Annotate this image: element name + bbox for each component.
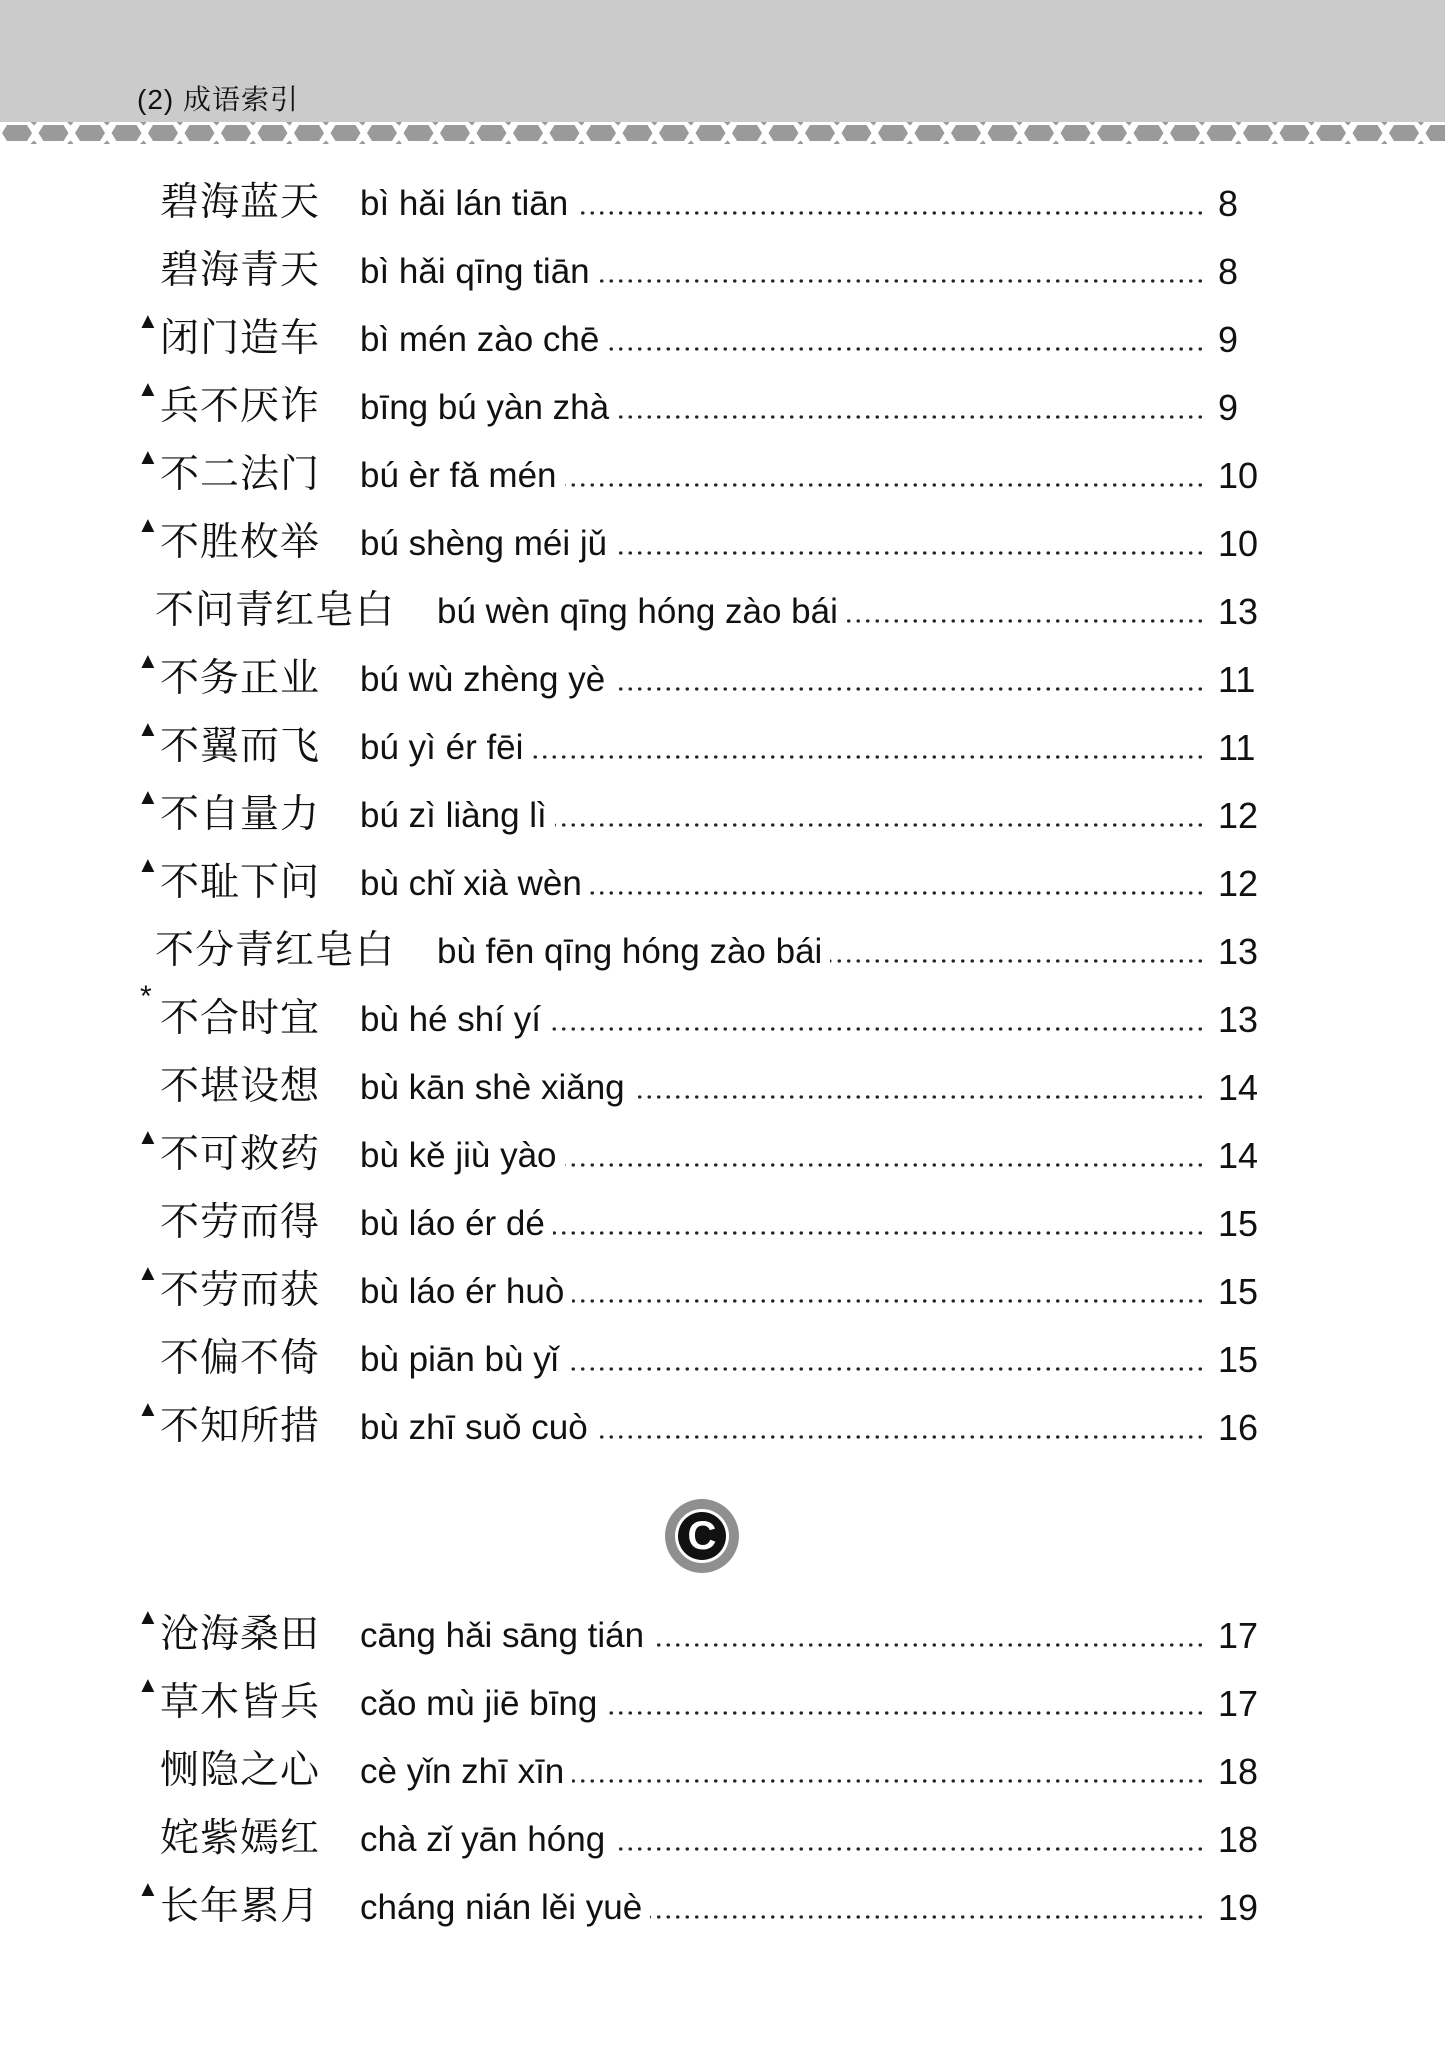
triangle-marker-icon: ▲ [137,852,159,877]
idiom-text: 碧海蓝天 [160,180,321,225]
page-number: 18 [1218,1819,1259,1860]
dot-leader [613,686,1205,692]
page-header [0,0,1445,124]
star-marker-icon: * [140,980,152,1013]
index-entry [0,1260,1445,1328]
dot-leader [576,210,1205,216]
pinyin-text: bú zì liàng lì [360,796,547,835]
triangle-marker-icon: ▲ [137,716,159,741]
index-entry [0,1816,1445,1876]
index-entry [0,928,1445,988]
triangle-marker-icon: ▲ [137,1876,159,1901]
dot-leader [605,1710,1205,1716]
pinyin-text: chà zǐ yān hóng [360,1820,606,1859]
pinyin-text: bīng bú yàn zhà [360,388,610,427]
pinyin-text: bù zhī suǒ cuò [360,1408,588,1447]
index-entry [0,180,1445,240]
idiom-text: 长年累月 [160,1884,321,1929]
page-number: 15 [1218,1203,1259,1244]
page-number: 18 [1218,1751,1259,1792]
dot-leader [613,1846,1205,1852]
page-number: 17 [1218,1683,1259,1724]
triangle-marker-icon: ▲ [137,376,159,401]
page-number: 9 [1218,387,1239,428]
idiom-text: 闭门造车 [160,316,321,361]
idiom-text: 不胜枚举 [160,520,321,565]
page-number: 13 [1218,931,1259,972]
dot-leader [830,958,1205,964]
page-number: 15 [1218,1271,1259,1312]
idiom-text: 草木皆兵 [160,1680,321,1725]
index-entry [0,852,1445,920]
index-entry [0,1672,1445,1740]
triangle-marker-icon: ▲ [137,1396,159,1421]
pinyin-text: bù kě jiù yào [360,1136,557,1175]
idiom-text: 沧海桑田 [160,1612,321,1657]
index-entry [0,1124,1445,1192]
page-title: (2) 成语索引 [137,84,300,115]
page-number: 12 [1218,795,1259,836]
pinyin-text: bù hé shí yí [360,1000,541,1039]
dot-leader [596,1434,1205,1440]
idiom-text: 不务正业 [160,656,321,701]
idiom-text: 碧海青天 [160,248,321,293]
pinyin-text: bì mén zào chē [360,320,600,359]
index-entry [0,1064,1445,1124]
pinyin-text: bù láo ér dé [360,1204,545,1243]
idiom-text: 不二法门 [160,452,321,497]
index-entry [0,784,1445,852]
index-entry [0,716,1445,784]
pinyin-text: bú shèng méi jǔ [360,524,608,563]
page-number: 15 [1218,1339,1259,1380]
page-number: 12 [1218,863,1259,904]
dot-leader [566,1366,1205,1372]
index-entry [0,1336,1445,1396]
decorative-border [0,122,1445,144]
pinyin-text: bì hǎi qīng tiān [360,252,590,291]
index-entry [0,444,1445,512]
index-entry [0,1200,1445,1260]
page-number: 10 [1218,523,1259,564]
idiom-text: 不翼而飞 [160,724,321,769]
triangle-marker-icon: ▲ [137,1672,159,1697]
index-entry [0,648,1445,716]
dot-leader [846,618,1205,624]
pinyin-text: bú wù zhèng yè [360,660,606,699]
section-letter: C [678,1512,726,1560]
pinyin-text: bù láo ér huò [360,1272,565,1311]
page-number: 14 [1218,1135,1259,1176]
dot-leader [565,1162,1205,1168]
idiom-text: 不合时宜 [160,996,321,1041]
pinyin-text: bù kān shè xiǎng [360,1068,625,1107]
pinyin-text: cǎo mù jiē bīng [360,1684,598,1723]
dot-leader [565,482,1205,488]
index-entry [0,308,1445,376]
page-number: 17 [1218,1615,1259,1656]
pinyin-text: bù chǐ xià wèn [360,864,582,903]
pinyin-text: cháng nián lěi yuè [360,1888,643,1927]
pinyin-text: bù fēn qīng hóng zào bái [437,932,823,971]
page-number: 13 [1218,591,1259,632]
dot-leader [652,1642,1205,1648]
idiom-text: 姹紫嫣红 [160,1816,321,1861]
triangle-marker-icon: ▲ [137,308,159,333]
page-number: 13 [1218,999,1259,1040]
dot-leader [572,1778,1205,1784]
page-number: 9 [1218,319,1239,360]
index-entry [0,1604,1445,1672]
dot-leader [617,414,1205,420]
pinyin-text: bú yì ér fēi [360,728,524,767]
idiom-text: 不自量力 [160,792,321,837]
page-number: 11 [1218,727,1256,768]
dot-leader [615,550,1205,556]
idiom-text: 不劳而得 [160,1200,321,1245]
idiom-text: 不耻下问 [160,860,321,905]
index-entry [0,1876,1445,1944]
page-number: 14 [1218,1067,1259,1108]
idiom-text: 不劳而获 [160,1268,321,1313]
triangle-marker-icon: ▲ [137,1124,159,1149]
dot-leader [607,346,1205,352]
idiom-text: 不偏不倚 [160,1336,321,1381]
idiom-text: 兵不厌诈 [160,384,321,429]
page-number: 8 [1218,251,1239,292]
dot-leader [553,1230,1205,1236]
page-number: 10 [1218,455,1259,496]
index-entry [0,512,1445,580]
page-number: 16 [1218,1407,1259,1448]
pinyin-text: bú èr fǎ mén [360,456,557,495]
dot-leader [531,754,1205,760]
pinyin-text: bù piān bù yǐ [360,1340,559,1379]
page-number: 19 [1218,1887,1259,1928]
dot-leader [650,1914,1205,1920]
pinyin-text: bú wèn qīng hóng zào bái [437,592,838,631]
pinyin-text: cè yǐn zhī xīn [360,1752,565,1791]
dot-leader [590,890,1205,896]
index-entry [0,248,1445,308]
idiom-text: 不堪设想 [160,1064,321,1109]
page-number: 8 [1218,183,1239,224]
triangle-marker-icon: ▲ [137,444,159,469]
dot-leader [549,1026,1205,1032]
dot-leader [572,1298,1205,1304]
triangle-marker-icon: ▲ [137,1604,159,1629]
index-entry [0,1748,1445,1808]
index-entry [0,588,1445,648]
pinyin-text: cāng hǎi sāng tián [360,1616,645,1655]
idiom-text: 不问青红皂白 [155,588,396,633]
index-entry [0,1396,1445,1464]
idiom-text: 不可救药 [160,1132,321,1177]
triangle-marker-icon: ▲ [137,1260,159,1285]
index-entry [0,376,1445,444]
triangle-marker-icon: ▲ [137,648,159,673]
idiom-text: 恻隐之心 [160,1748,321,1793]
section-letter-badge [665,1499,739,1573]
dot-leader [633,1094,1205,1100]
triangle-marker-icon: ▲ [137,512,159,537]
dot-leader [555,822,1205,828]
index-entry [0,980,1445,1056]
idiom-text: 不知所措 [160,1404,321,1449]
triangle-marker-icon: ▲ [137,784,159,809]
pinyin-text: bì hǎi lán tiān [360,184,569,223]
page-number: 11 [1218,659,1256,700]
dot-leader [598,278,1205,284]
idiom-text: 不分青红皂白 [155,928,396,973]
